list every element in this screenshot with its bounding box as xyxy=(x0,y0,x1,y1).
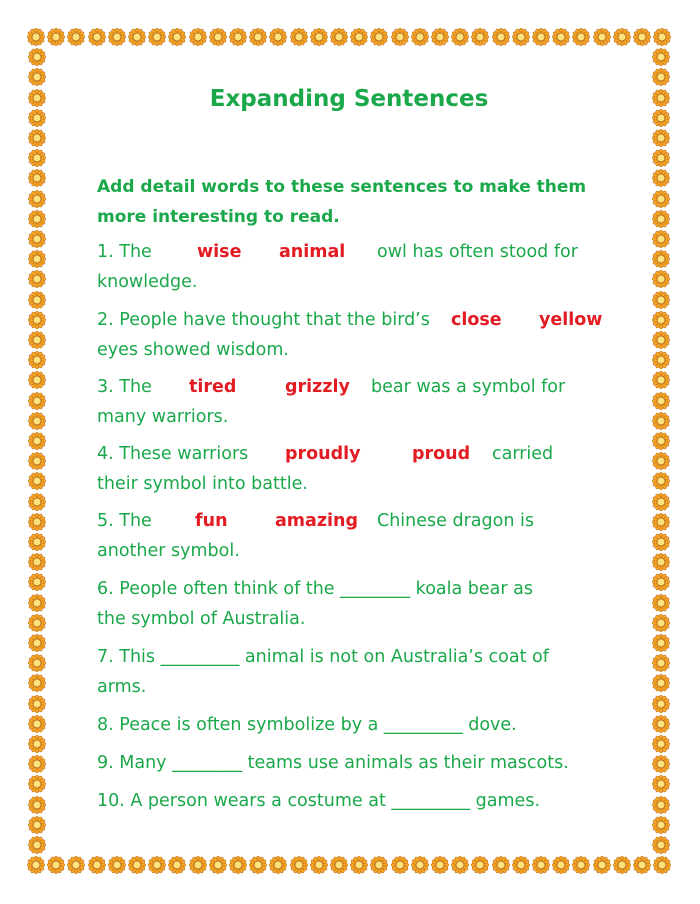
sunflower-icon xyxy=(28,351,46,369)
sunflower-icon xyxy=(28,755,46,773)
sunflower-icon xyxy=(28,634,46,652)
sunflower-icon xyxy=(652,270,670,288)
sunflower-icon xyxy=(652,735,670,753)
sunflower-icon xyxy=(652,210,670,228)
sunflower-icon xyxy=(28,695,46,713)
sunflower-icon xyxy=(108,856,126,874)
sunflower-icon xyxy=(269,856,287,874)
sunflower-icon xyxy=(471,28,489,46)
sunflower-icon xyxy=(652,674,670,692)
border-right xyxy=(650,26,672,874)
sunflower-icon xyxy=(431,856,449,874)
sunflower-icon xyxy=(28,250,46,268)
item-2-line-2: eyes showed wisdom. xyxy=(97,340,289,360)
sunflower-icon xyxy=(290,856,308,874)
exercise-item-5 xyxy=(97,506,607,566)
sunflower-icon xyxy=(652,755,670,773)
sunflower-icon xyxy=(28,432,46,450)
sunflower-icon xyxy=(28,533,46,551)
sunflower-icon xyxy=(652,89,670,107)
sunflower-icon xyxy=(28,109,46,127)
sunflower-icon xyxy=(28,796,46,814)
sunflower-icon xyxy=(28,331,46,349)
sunflower-icon xyxy=(652,513,670,531)
sunflower-icon xyxy=(28,654,46,672)
sunflower-icon xyxy=(28,836,46,854)
sunflower-icon xyxy=(593,28,611,46)
sunflower-icon xyxy=(431,28,449,46)
sunflower-icon xyxy=(28,513,46,531)
item-2-answer-2[interactable]: yellow xyxy=(539,310,603,330)
sunflower-icon xyxy=(28,735,46,753)
sunflower-icon xyxy=(88,856,106,874)
page-title: Expanding Sentences xyxy=(209,86,489,112)
sunflower-icon xyxy=(28,493,46,511)
item-8-line-1[interactable]: 8. Peace is often symbolize by a _________ dove. xyxy=(97,715,517,735)
sunflower-icon xyxy=(633,28,651,46)
exercise-item-10 xyxy=(97,786,607,816)
item-5-line-2: another symbol. xyxy=(97,541,240,561)
sunflower-icon xyxy=(451,856,469,874)
sunflower-icon xyxy=(652,371,670,389)
sunflower-icon xyxy=(28,472,46,490)
sunflower-icon xyxy=(28,230,46,248)
sunflower-icon xyxy=(209,856,227,874)
sunflower-icon xyxy=(492,856,510,874)
item-5-text-b: Chinese dragon is xyxy=(377,511,534,531)
sunflower-icon xyxy=(28,311,46,329)
sunflower-icon xyxy=(128,28,146,46)
sunflower-icon xyxy=(593,856,611,874)
sunflower-icon xyxy=(652,533,670,551)
sunflower-icon xyxy=(652,695,670,713)
sunflower-icon xyxy=(652,594,670,612)
item-3-answer-2[interactable]: grizzly xyxy=(285,377,350,397)
sunflower-icon xyxy=(370,856,388,874)
border-left xyxy=(26,26,48,874)
sunflower-icon xyxy=(391,856,409,874)
exercise-item-7 xyxy=(97,642,607,702)
exercise-item-8 xyxy=(97,710,607,740)
sunflower-icon xyxy=(652,351,670,369)
sunflower-icon xyxy=(451,28,469,46)
item-3-line-2: many warriors. xyxy=(97,407,229,427)
sunflower-icon xyxy=(28,68,46,86)
sunflower-icon xyxy=(652,614,670,632)
sunflower-icon xyxy=(28,190,46,208)
item-1-answer-2[interactable]: animal xyxy=(279,242,346,262)
item-5-answer-1[interactable]: fun xyxy=(195,511,228,531)
item-4-line-2: their symbol into battle. xyxy=(97,474,308,494)
sunflower-icon xyxy=(512,28,530,46)
sunflower-icon xyxy=(148,856,166,874)
sunflower-icon xyxy=(652,493,670,511)
sunflower-icon xyxy=(310,28,328,46)
sunflower-icon xyxy=(189,856,207,874)
sunflower-icon xyxy=(28,816,46,834)
sunflower-icon xyxy=(370,28,388,46)
sunflower-icon xyxy=(613,28,631,46)
sunflower-icon xyxy=(652,573,670,591)
sunflower-icon xyxy=(28,573,46,591)
sunflower-icon xyxy=(47,856,65,874)
sunflower-icon xyxy=(28,452,46,470)
sunflower-icon xyxy=(532,856,550,874)
item-6-line-2: the symbol of Australia. xyxy=(97,609,306,629)
sunflower-icon xyxy=(28,129,46,147)
sunflower-icon xyxy=(652,250,670,268)
sunflower-icon xyxy=(512,856,530,874)
sunflower-icon xyxy=(67,28,85,46)
sunflower-icon xyxy=(189,28,207,46)
sunflower-icon xyxy=(652,472,670,490)
instructions-line-1: Add detail words to these sentences to make them xyxy=(97,177,587,197)
exercise-item-3 xyxy=(97,372,607,432)
item-5-answer-2[interactable]: amazing xyxy=(275,511,359,531)
sunflower-icon xyxy=(652,331,670,349)
sunflower-icon xyxy=(128,856,146,874)
item-10-line-1[interactable]: 10. A person wears a costume at _________ games. xyxy=(97,791,541,811)
item-3-text-a: 3. The xyxy=(97,377,152,397)
sunflower-icon xyxy=(269,28,287,46)
sunflower-icon xyxy=(28,270,46,288)
sunflower-icon xyxy=(67,856,85,874)
sunflower-icon xyxy=(652,169,670,187)
sunflower-icon xyxy=(492,28,510,46)
sunflower-icon xyxy=(411,856,429,874)
sunflower-icon xyxy=(652,634,670,652)
sunflower-icon xyxy=(411,28,429,46)
sunflower-icon xyxy=(652,109,670,127)
sunflower-icon xyxy=(88,28,106,46)
sunflower-icon xyxy=(229,28,247,46)
item-1-line-2: knowledge. xyxy=(97,272,198,292)
sunflower-icon xyxy=(633,856,651,874)
item-4-text-b: carried xyxy=(492,444,554,464)
sunflower-icon xyxy=(290,28,308,46)
sunflower-icon xyxy=(28,392,46,410)
instructions-line-2: more interesting to read. xyxy=(97,207,340,227)
sunflower-icon xyxy=(652,432,670,450)
sunflower-icon xyxy=(168,28,186,46)
sunflower-icon xyxy=(652,796,670,814)
exercise-item-4 xyxy=(97,439,607,499)
sunflower-icon xyxy=(28,412,46,430)
item-4-answer-1[interactable]: proudly xyxy=(285,444,361,464)
sunflower-icon xyxy=(652,291,670,309)
sunflower-icon xyxy=(350,856,368,874)
sunflower-icon xyxy=(572,856,590,874)
exercise-item-1 xyxy=(97,237,607,297)
sunflower-icon xyxy=(28,715,46,733)
sunflower-icon xyxy=(310,856,328,874)
item-1-text-a: 1. The xyxy=(97,242,152,262)
sunflower-icon xyxy=(330,28,348,46)
sunflower-icon xyxy=(652,816,670,834)
sunflower-icon xyxy=(28,594,46,612)
sunflower-icon xyxy=(552,28,570,46)
sunflower-icon xyxy=(350,28,368,46)
sunflower-icon xyxy=(148,28,166,46)
item-3-text-b: bear was a symbol for xyxy=(371,377,566,397)
sunflower-icon xyxy=(613,856,631,874)
sunflower-icon xyxy=(28,169,46,187)
sunflower-icon xyxy=(652,392,670,410)
sunflower-icon xyxy=(652,654,670,672)
sunflower-icon xyxy=(108,28,126,46)
exercise-item-9 xyxy=(97,748,607,778)
exercise-item-6 xyxy=(97,574,607,634)
sunflower-icon xyxy=(249,856,267,874)
sunflower-icon xyxy=(28,291,46,309)
sunflower-icon xyxy=(532,28,550,46)
item-4-text-a: 4. These warriors xyxy=(97,444,249,464)
sunflower-icon xyxy=(652,230,670,248)
sunflower-icon xyxy=(652,129,670,147)
sunflower-icon xyxy=(28,775,46,793)
sunflower-icon xyxy=(47,28,65,46)
sunflower-icon xyxy=(28,210,46,228)
sunflower-icon xyxy=(28,48,46,66)
sunflower-icon xyxy=(28,674,46,692)
sunflower-icon xyxy=(552,856,570,874)
sunflower-icon xyxy=(652,452,670,470)
exercise-item-2 xyxy=(97,305,607,365)
sunflower-icon xyxy=(652,836,670,854)
sunflower-icon xyxy=(572,28,590,46)
sunflower-icon xyxy=(652,775,670,793)
border-bottom xyxy=(26,854,672,876)
instructions xyxy=(97,172,597,232)
sunflower-icon xyxy=(652,190,670,208)
sunflower-icon xyxy=(28,553,46,571)
item-7-line-2: arms. xyxy=(97,677,147,697)
sunflower-icon xyxy=(249,28,267,46)
item-7-line-1[interactable]: 7. This _________ animal is not on Australia’s coat of xyxy=(97,647,549,667)
item-6-line-1[interactable]: 6. People often think of the ________ koala bear as xyxy=(97,579,533,599)
sunflower-icon xyxy=(652,311,670,329)
sunflower-icon xyxy=(28,149,46,167)
item-5-text-a: 5. The xyxy=(97,511,152,531)
sunflower-icon xyxy=(209,28,227,46)
sunflower-icon xyxy=(168,856,186,874)
sunflower-icon xyxy=(28,89,46,107)
item-4-answer-2[interactable]: proud xyxy=(412,444,471,464)
sunflower-icon xyxy=(28,371,46,389)
sunflower-icon xyxy=(652,149,670,167)
sunflower-icon xyxy=(391,28,409,46)
item-1-text-b: owl has often stood for xyxy=(377,242,578,262)
sunflower-icon xyxy=(652,48,670,66)
sunflower-icon xyxy=(330,856,348,874)
border-top xyxy=(26,26,672,48)
sunflower-icon xyxy=(652,412,670,430)
sunflower-icon xyxy=(652,715,670,733)
item-2-answer-1[interactable]: close xyxy=(451,310,502,330)
sunflower-icon xyxy=(652,553,670,571)
sunflower-icon xyxy=(652,68,670,86)
item-9-line-1[interactable]: 9. Many ________ teams use animals as their mascots. xyxy=(97,753,569,773)
sunflower-icon xyxy=(28,614,46,632)
sunflower-icon xyxy=(471,856,489,874)
item-3-answer-1[interactable]: tired xyxy=(189,377,237,397)
item-2-text-a: 2. People have thought that the bird’s xyxy=(97,310,430,330)
sunflower-icon xyxy=(229,856,247,874)
item-1-answer-1[interactable]: wise xyxy=(197,242,242,262)
